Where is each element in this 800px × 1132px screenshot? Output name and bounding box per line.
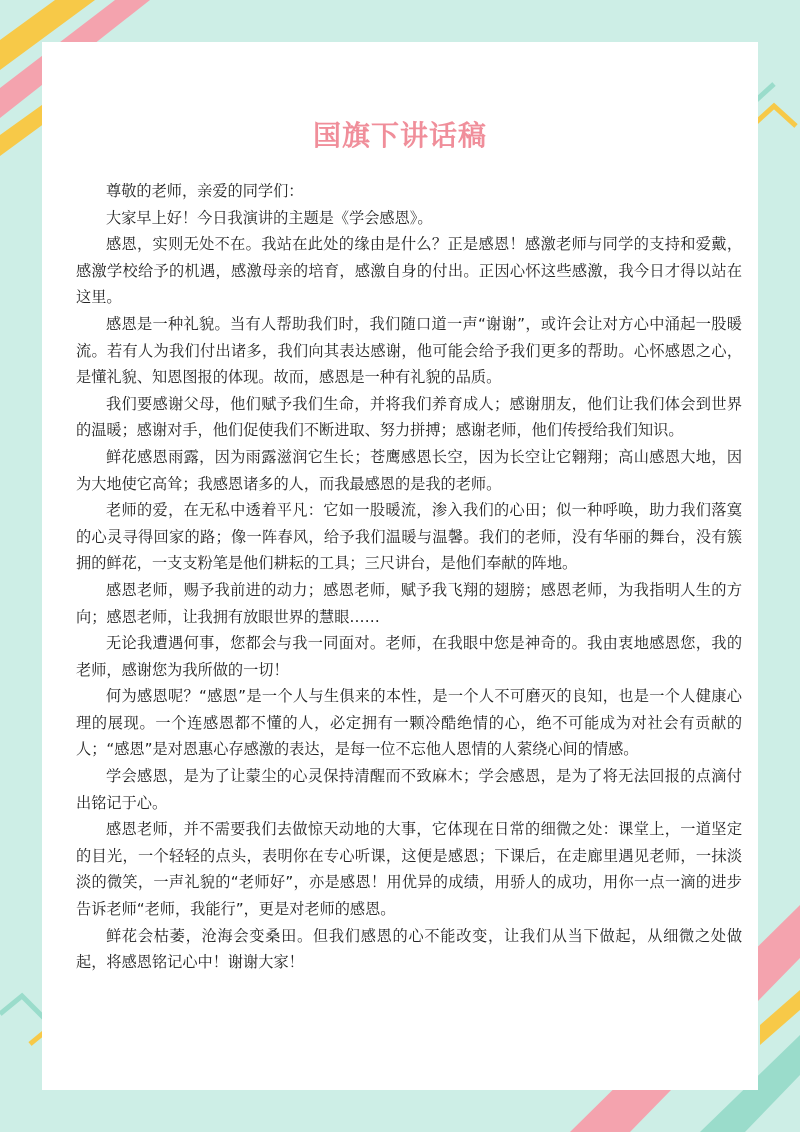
page-title: 国旗下讲话稿 [312, 119, 487, 152]
paragraph-what-is-gratitude: 何为感恩呢？“感恩”是一个人与生俱来的本性，是一个人不可磨灭的良知，也是一个人健康心理的展现。一个连感恩都不懂的人，必定拥有一颗冷酷绝情的心，绝不可能成为对社会有贡献的人；“感恩”是对恩惠心存感激的表达，是每一位不忘他人恩情的人萦绕心间的情感。 [76, 687, 742, 759]
paragraph-gratitude-politeness: 感恩是一种礼貌。当有人帮助我们时，我们随口道一声“谢谢”，或许会让对方心中涌起一股暖流。若有人为我们付出诸多，我们向其表达感谢，他可能会给予我们更多的帮助。心怀感恩之心，是懂礼貌、知恩图报的体现。故而，感恩是一种有礼貌的品质。 [76, 314, 742, 387]
decor-stripe-yellow-bottom-right [760, 990, 800, 1045]
speech-body [76, 178, 742, 976]
paragraph-face-together: 无论我遭遇何事，您都会与我一同面对。老师，在我眼中您是神奇的。我由衷地感恩您，我的老师，感谢您为我所做的一切！ [76, 634, 742, 679]
paragraph-nature-gratitude: 鲜花感恩雨露，因为雨露滋润它生长；苍鹰感恩长空，因为长空让它翱翔；高山感恩大地，因为大地使它高耸；我感恩诸多的人，而我最感恩的是我的老师。 [76, 447, 742, 493]
paragraph-thank-teacher: 感恩老师，赐予我前进的动力；感恩老师，赋予我飞翔的翅膀；感恩老师，为我指明人生的方向；感恩老师，让我拥有放眼世界的慧眼…… [76, 580, 742, 626]
paragraph-closing: 鲜花会枯萎，沧海会变桑田。但我们感恩的心不能改变，让我们从当下做起，从细微之处做起，将感恩铭记心中！谢谢大家！ [76, 926, 742, 972]
paragraph-teacher-love: 老师的爱，在无私中透着平凡：它如一股暖流，渗入我们的心田；似一种呼唤，助力我们落寞的心灵寻得回家的路；像一阵春风，给予我们温暖与温馨。我们的老师，没有华丽的舞台，没有簇拥的鲜花，一支支粉笔是他们耕耘的工具；三尺讲台，是他们奉献的阵地。 [76, 501, 742, 573]
paragraph-daily-gratitude: 感恩老师，并不需要我们去做惊天动地的大事，它体现在日常的细微之处：课堂上，一道坚定的目光，一个轻轻的点头，表明你在专心听课，这便是感恩；下课后，在走廊里遇见老师，一抹淡淡的微笑，一声礼貌的“老师好”，亦是感恩！用优异的成绩，用骄人的成功，用你一点一滴的进步告诉老师“老师，我能行”，更是对老师的感恩。 [76, 820, 742, 919]
paragraph-gratitude-everywhere: 感恩，实则无处不在。我站在此处的缘由是什么？正是感恩！感激老师与同学的支持和爱戴，感激学校给予的机遇，感激母亲的培育，感激自身的付出。正因心怀这些感激，我今日才得以站在这里。 [76, 235, 742, 307]
salutation: 尊敬的老师，亲爱的同学们： [106, 182, 304, 200]
greeting: 大家早上好！今日我演讲的主题是《学会感恩》。 [106, 208, 433, 227]
paragraph-learn-gratitude: 学会感恩，是为了让蒙尘的心灵保持清醒而不致麻木；学会感恩，是为了将无法回报的点滴付出铭记于心。 [76, 767, 742, 812]
paragraph-thank-others: 我们要感谢父母，他们赋予我们生命，并将我们养育成人；感谢朋友，他们让我们体会到世界的温暖；感谢对手，他们促使我们不断进取、努力拼搏；感谢老师，他们传授给我们知识。 [76, 394, 742, 440]
